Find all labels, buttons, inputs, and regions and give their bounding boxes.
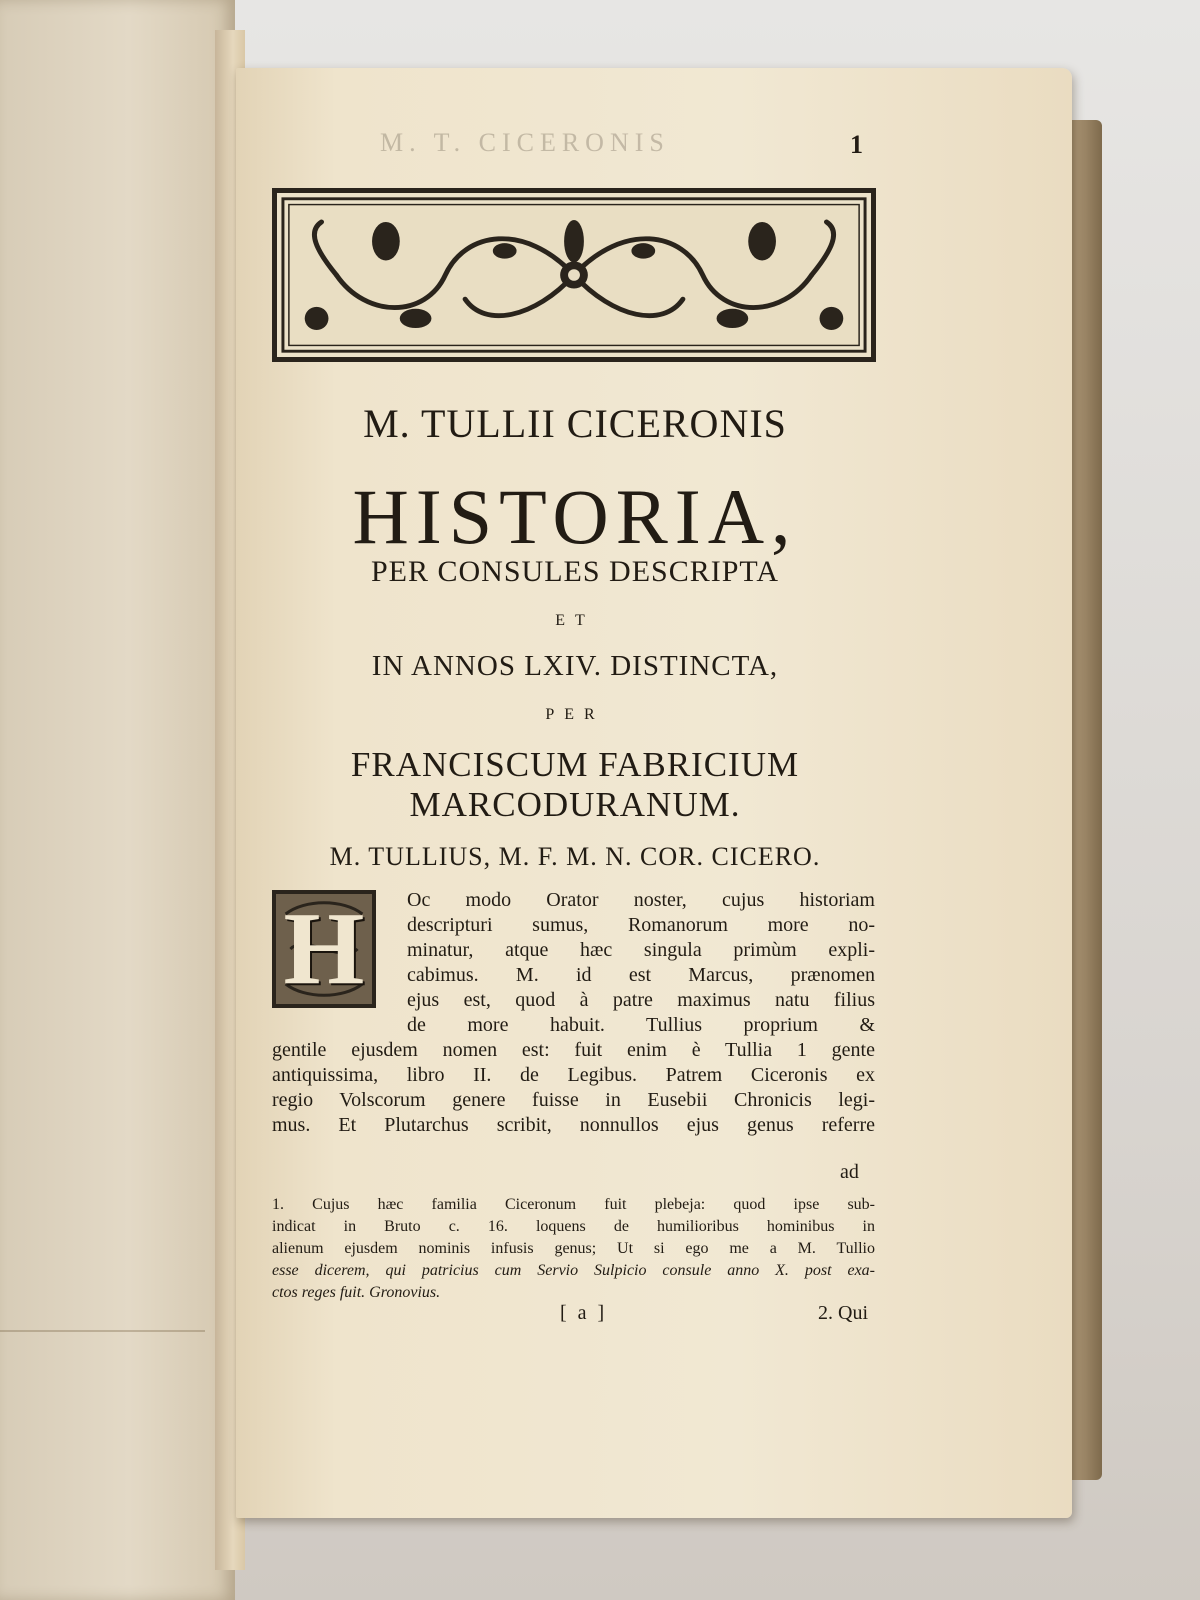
body-line: cabimus. M. id est Marcus, prænomen (407, 964, 875, 986)
body-line: ejus est, quod à patre maximus natu filius (407, 989, 875, 1011)
footnote-line: indicat in Bruto c. 16. loquens de humilioribus hominibus in (272, 1218, 875, 1235)
body-line: regio Volscorum genere fuisse in Eusebii Chronicis legi- (272, 1089, 875, 1111)
ornamental-headpiece (272, 188, 876, 362)
footnote-line: ctos reges fuit. Gronovius. (272, 1284, 441, 1301)
footnote-line: alienum ejusdem nominis infusis genus; Ut si ego me a M. Tullio (272, 1240, 875, 1257)
bottom-catchword: 2. Qui (818, 1302, 868, 1324)
author-line-2: MARCODURANUM. (409, 785, 741, 824)
body-text (272, 888, 875, 1138)
title-per: PER (545, 706, 605, 723)
title-line-3: PER CONSULES DESCRIPTA (370, 555, 779, 588)
signature-mark: [ a ] (560, 1302, 608, 1324)
author-name (275, 745, 875, 825)
title-et: ET (555, 612, 595, 629)
title-line-1: M. TULLII CICERONIS (363, 401, 787, 446)
body-line: Oc modo Orator noster, cujus historiam (407, 889, 875, 911)
page-number: 1 (850, 130, 863, 159)
subject-heading: M. TULLIUS, M. F. M. N. COR. CICERO. (329, 842, 821, 871)
title-line-4: IN ANNOS LXIV. DISTINCTA, (371, 650, 779, 682)
body-line: de more habuit. Tullius proprium & (407, 1014, 875, 1036)
body-line: gentile ejusdem nomen est: fuit enim è Tullia 1 gente (272, 1039, 875, 1061)
left-endpaper (0, 0, 235, 1600)
body-line: antiquissima, libro II. de Legibus. Patrem Ciceronis ex (272, 1064, 875, 1086)
body-line: mus. Et Plutarchus scribit, nonnullos ejus genus referre (272, 1114, 875, 1136)
body-line: descripturi sumus, Romanorum more no- (407, 914, 875, 936)
initial-letter: H (283, 891, 365, 1006)
body-line: minatur, atque hæc singula primùm expli- (407, 939, 875, 961)
footnote-line: esse dicerem, qui patricius cum Servio Sulpicio consule anno X. post exa- (272, 1262, 875, 1279)
title-historia: HISTORIA, (352, 473, 798, 560)
catchword: ad (840, 1161, 859, 1183)
running-head: M. T. CICERONIS (380, 128, 670, 157)
footnote-block (272, 1194, 875, 1304)
author-line-1: FRANCISCUM FABRICIUM (350, 745, 800, 784)
footnote-line: 1. Cujus hæc familia Ciceronum fuit plebeja: quod ipse sub- (272, 1196, 875, 1213)
